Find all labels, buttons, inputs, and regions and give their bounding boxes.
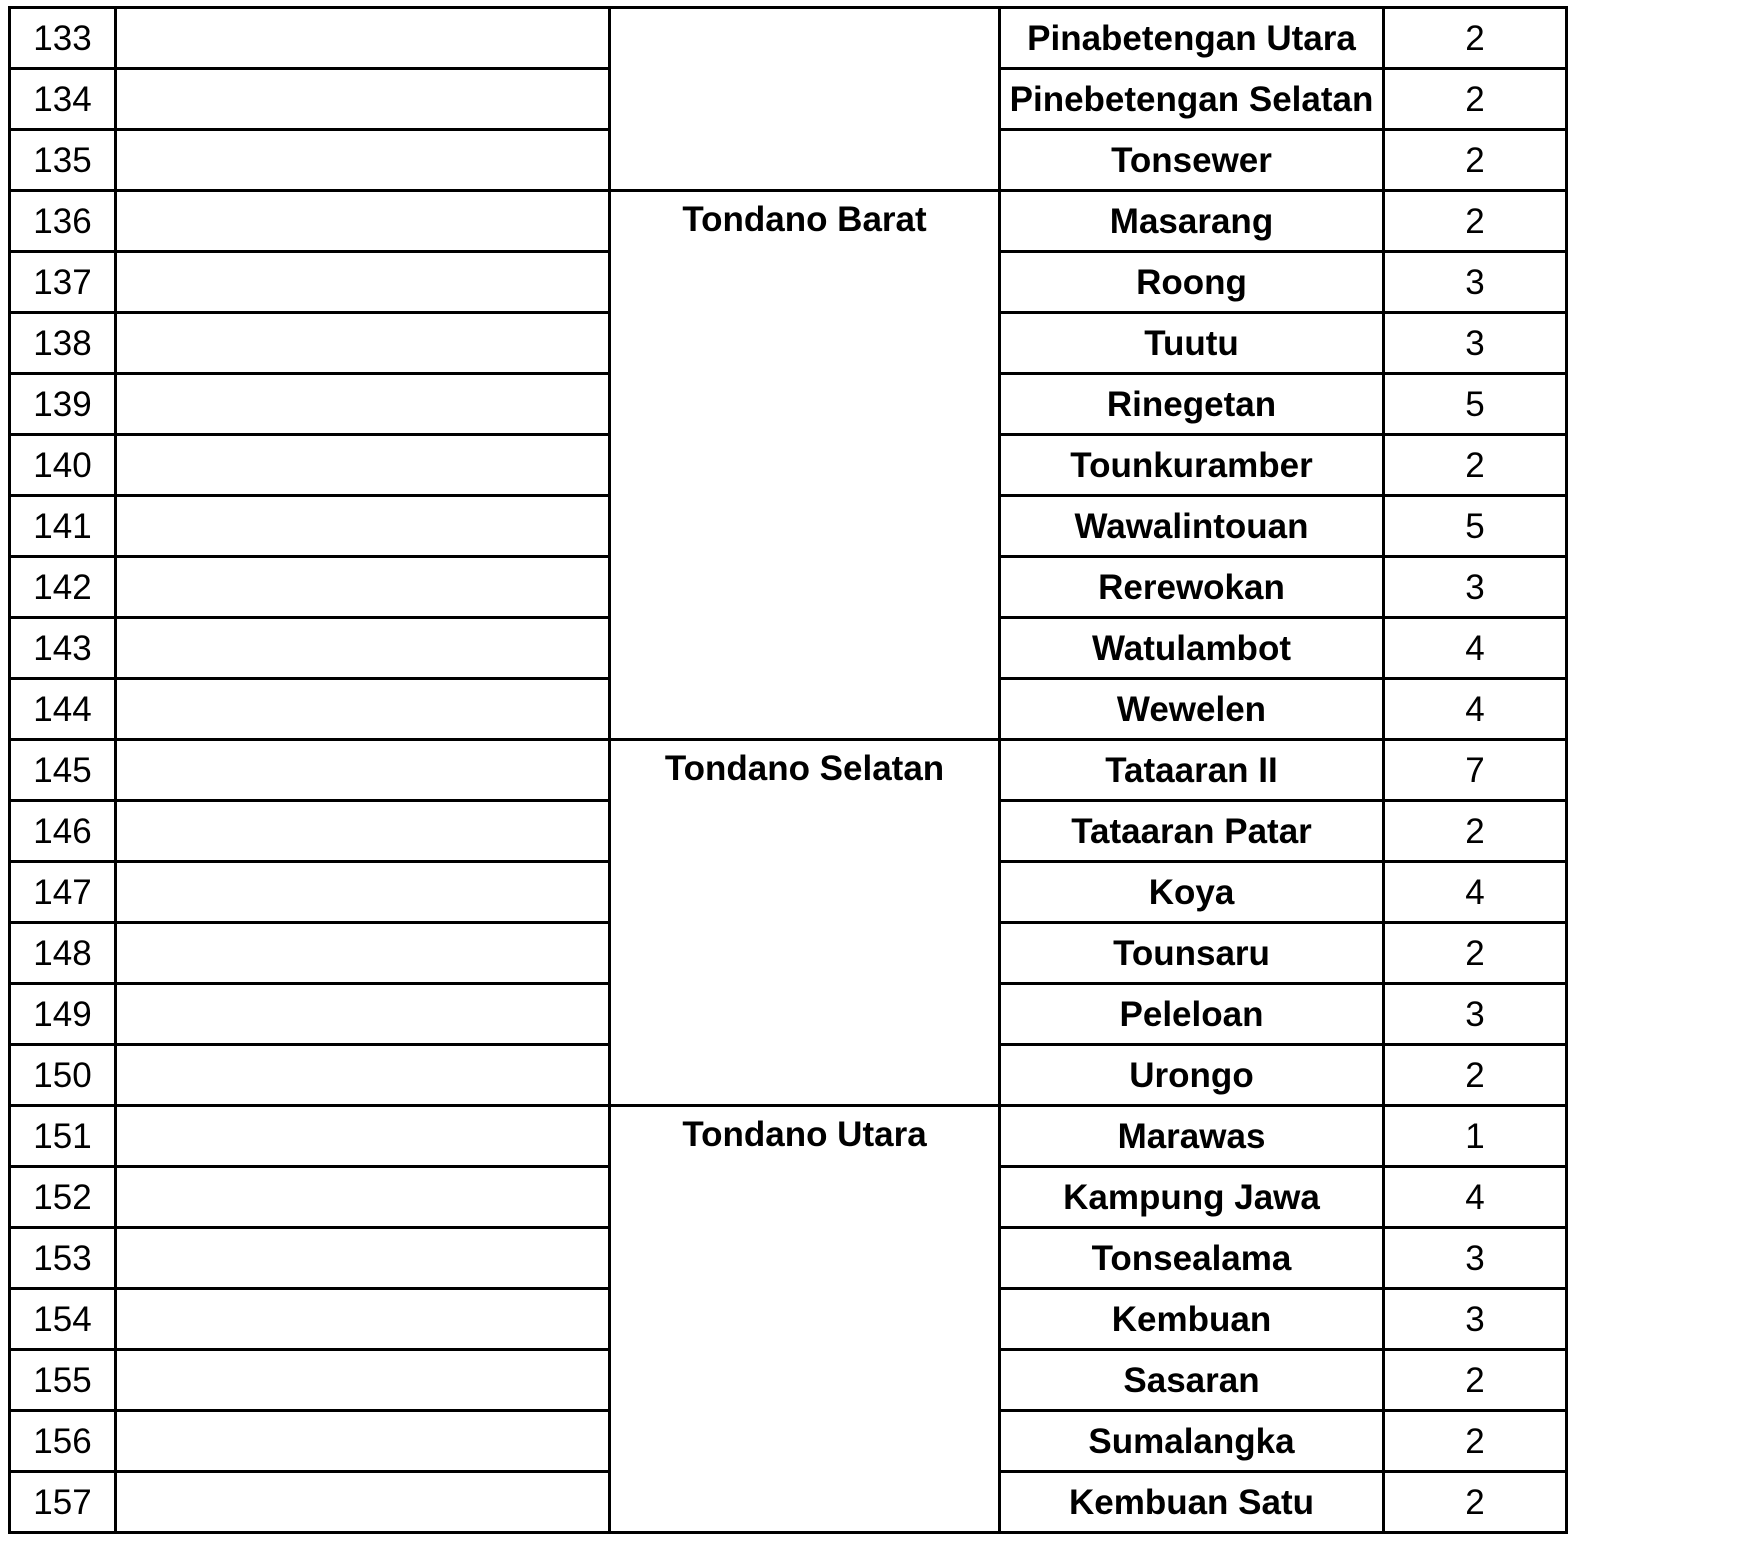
desa-name-cell: Sumalangka [1000, 1411, 1384, 1472]
row-number-cell: 136 [10, 191, 116, 252]
row-number-cell: 145 [10, 740, 116, 801]
row-number-cell: 157 [10, 1472, 116, 1533]
empty-cell [116, 862, 610, 923]
empty-cell [116, 923, 610, 984]
table-row [10, 191, 1567, 252]
row-number-cell: 139 [10, 374, 116, 435]
row-number-cell: 152 [10, 1167, 116, 1228]
row-number-cell: 142 [10, 557, 116, 618]
desa-name-cell: Marawas [1000, 1106, 1384, 1167]
count-cell: 2 [1384, 923, 1567, 984]
desa-name-cell: Watulambot [1000, 618, 1384, 679]
empty-cell [116, 984, 610, 1045]
count-cell: 5 [1384, 374, 1567, 435]
count-cell: 3 [1384, 313, 1567, 374]
desa-name-cell: Urongo [1000, 1045, 1384, 1106]
table-row [10, 1106, 1567, 1167]
empty-cell [116, 191, 610, 252]
row-number-cell: 135 [10, 130, 116, 191]
count-cell: 2 [1384, 1472, 1567, 1533]
row-number-cell: 151 [10, 1106, 116, 1167]
count-cell: 5 [1384, 496, 1567, 557]
row-number-cell: 154 [10, 1289, 116, 1350]
data-table [8, 6, 1568, 1534]
empty-cell [116, 130, 610, 191]
desa-name-cell: Tuutu [1000, 313, 1384, 374]
desa-name-cell: Kembuan Satu [1000, 1472, 1384, 1533]
desa-name-cell: Pinabetengan Utara [1000, 8, 1384, 69]
empty-cell [116, 1411, 610, 1472]
count-cell: 1 [1384, 1106, 1567, 1167]
row-number-cell: 156 [10, 1411, 116, 1472]
desa-name-cell: Tounsaru [1000, 923, 1384, 984]
desa-name-cell: Peleloan [1000, 984, 1384, 1045]
desa-name-cell: Tounkuramber [1000, 435, 1384, 496]
count-cell: 2 [1384, 435, 1567, 496]
desa-name-cell: Sasaran [1000, 1350, 1384, 1411]
count-cell: 4 [1384, 618, 1567, 679]
count-cell: 4 [1384, 862, 1567, 923]
row-number-cell: 134 [10, 69, 116, 130]
kecamatan-cell [610, 8, 1000, 191]
count-cell: 3 [1384, 557, 1567, 618]
kecamatan-cell: Tondano Utara [610, 1106, 1000, 1533]
empty-cell [116, 1167, 610, 1228]
empty-cell [116, 1472, 610, 1533]
count-cell: 2 [1384, 1045, 1567, 1106]
empty-cell [116, 1350, 610, 1411]
desa-name-cell: Rerewokan [1000, 557, 1384, 618]
row-number-cell: 140 [10, 435, 116, 496]
desa-name-cell: Kampung Jawa [1000, 1167, 1384, 1228]
row-number-cell: 148 [10, 923, 116, 984]
desa-name-cell: Pinebetengan Selatan [1000, 69, 1384, 130]
table-row [10, 8, 1567, 69]
desa-name-cell: Rinegetan [1000, 374, 1384, 435]
row-number-cell: 149 [10, 984, 116, 1045]
row-number-cell: 144 [10, 679, 116, 740]
empty-cell [116, 679, 610, 740]
desa-name-cell: Koya [1000, 862, 1384, 923]
table-body [10, 8, 1567, 1533]
empty-cell [116, 8, 610, 69]
count-cell: 7 [1384, 740, 1567, 801]
empty-cell [116, 435, 610, 496]
empty-cell [116, 252, 610, 313]
row-number-cell: 146 [10, 801, 116, 862]
count-cell: 2 [1384, 191, 1567, 252]
empty-cell [116, 740, 610, 801]
kecamatan-cell: Tondano Selatan [610, 740, 1000, 1106]
empty-cell [116, 1045, 610, 1106]
empty-cell [116, 618, 610, 679]
count-cell: 3 [1384, 1228, 1567, 1289]
kecamatan-cell: Tondano Barat [610, 191, 1000, 740]
count-cell: 2 [1384, 1411, 1567, 1472]
empty-cell [116, 1289, 610, 1350]
table-row [10, 740, 1567, 801]
row-number-cell: 133 [10, 8, 116, 69]
desa-name-cell: Masarang [1000, 191, 1384, 252]
empty-cell [116, 801, 610, 862]
row-number-cell: 137 [10, 252, 116, 313]
desa-name-cell: Tonsewer [1000, 130, 1384, 191]
row-number-cell: 138 [10, 313, 116, 374]
count-cell: 4 [1384, 1167, 1567, 1228]
count-cell: 4 [1384, 679, 1567, 740]
desa-name-cell: Tataaran Patar [1000, 801, 1384, 862]
row-number-cell: 150 [10, 1045, 116, 1106]
empty-cell [116, 313, 610, 374]
empty-cell [116, 496, 610, 557]
row-number-cell: 147 [10, 862, 116, 923]
count-cell: 3 [1384, 1289, 1567, 1350]
count-cell: 2 [1384, 1350, 1567, 1411]
desa-name-cell: Wawalintouan [1000, 496, 1384, 557]
row-number-cell: 155 [10, 1350, 116, 1411]
empty-cell [116, 557, 610, 618]
empty-cell [116, 374, 610, 435]
desa-name-cell: Wewelen [1000, 679, 1384, 740]
row-number-cell: 153 [10, 1228, 116, 1289]
empty-cell [116, 1228, 610, 1289]
count-cell: 2 [1384, 130, 1567, 191]
row-number-cell: 143 [10, 618, 116, 679]
count-cell: 2 [1384, 8, 1567, 69]
empty-cell [116, 1106, 610, 1167]
empty-cell [116, 69, 610, 130]
desa-name-cell: Tataaran II [1000, 740, 1384, 801]
count-cell: 2 [1384, 69, 1567, 130]
desa-name-cell: Tonsealama [1000, 1228, 1384, 1289]
row-number-cell: 141 [10, 496, 116, 557]
count-cell: 2 [1384, 801, 1567, 862]
desa-name-cell: Kembuan [1000, 1289, 1384, 1350]
count-cell: 3 [1384, 984, 1567, 1045]
desa-name-cell: Roong [1000, 252, 1384, 313]
count-cell: 3 [1384, 252, 1567, 313]
